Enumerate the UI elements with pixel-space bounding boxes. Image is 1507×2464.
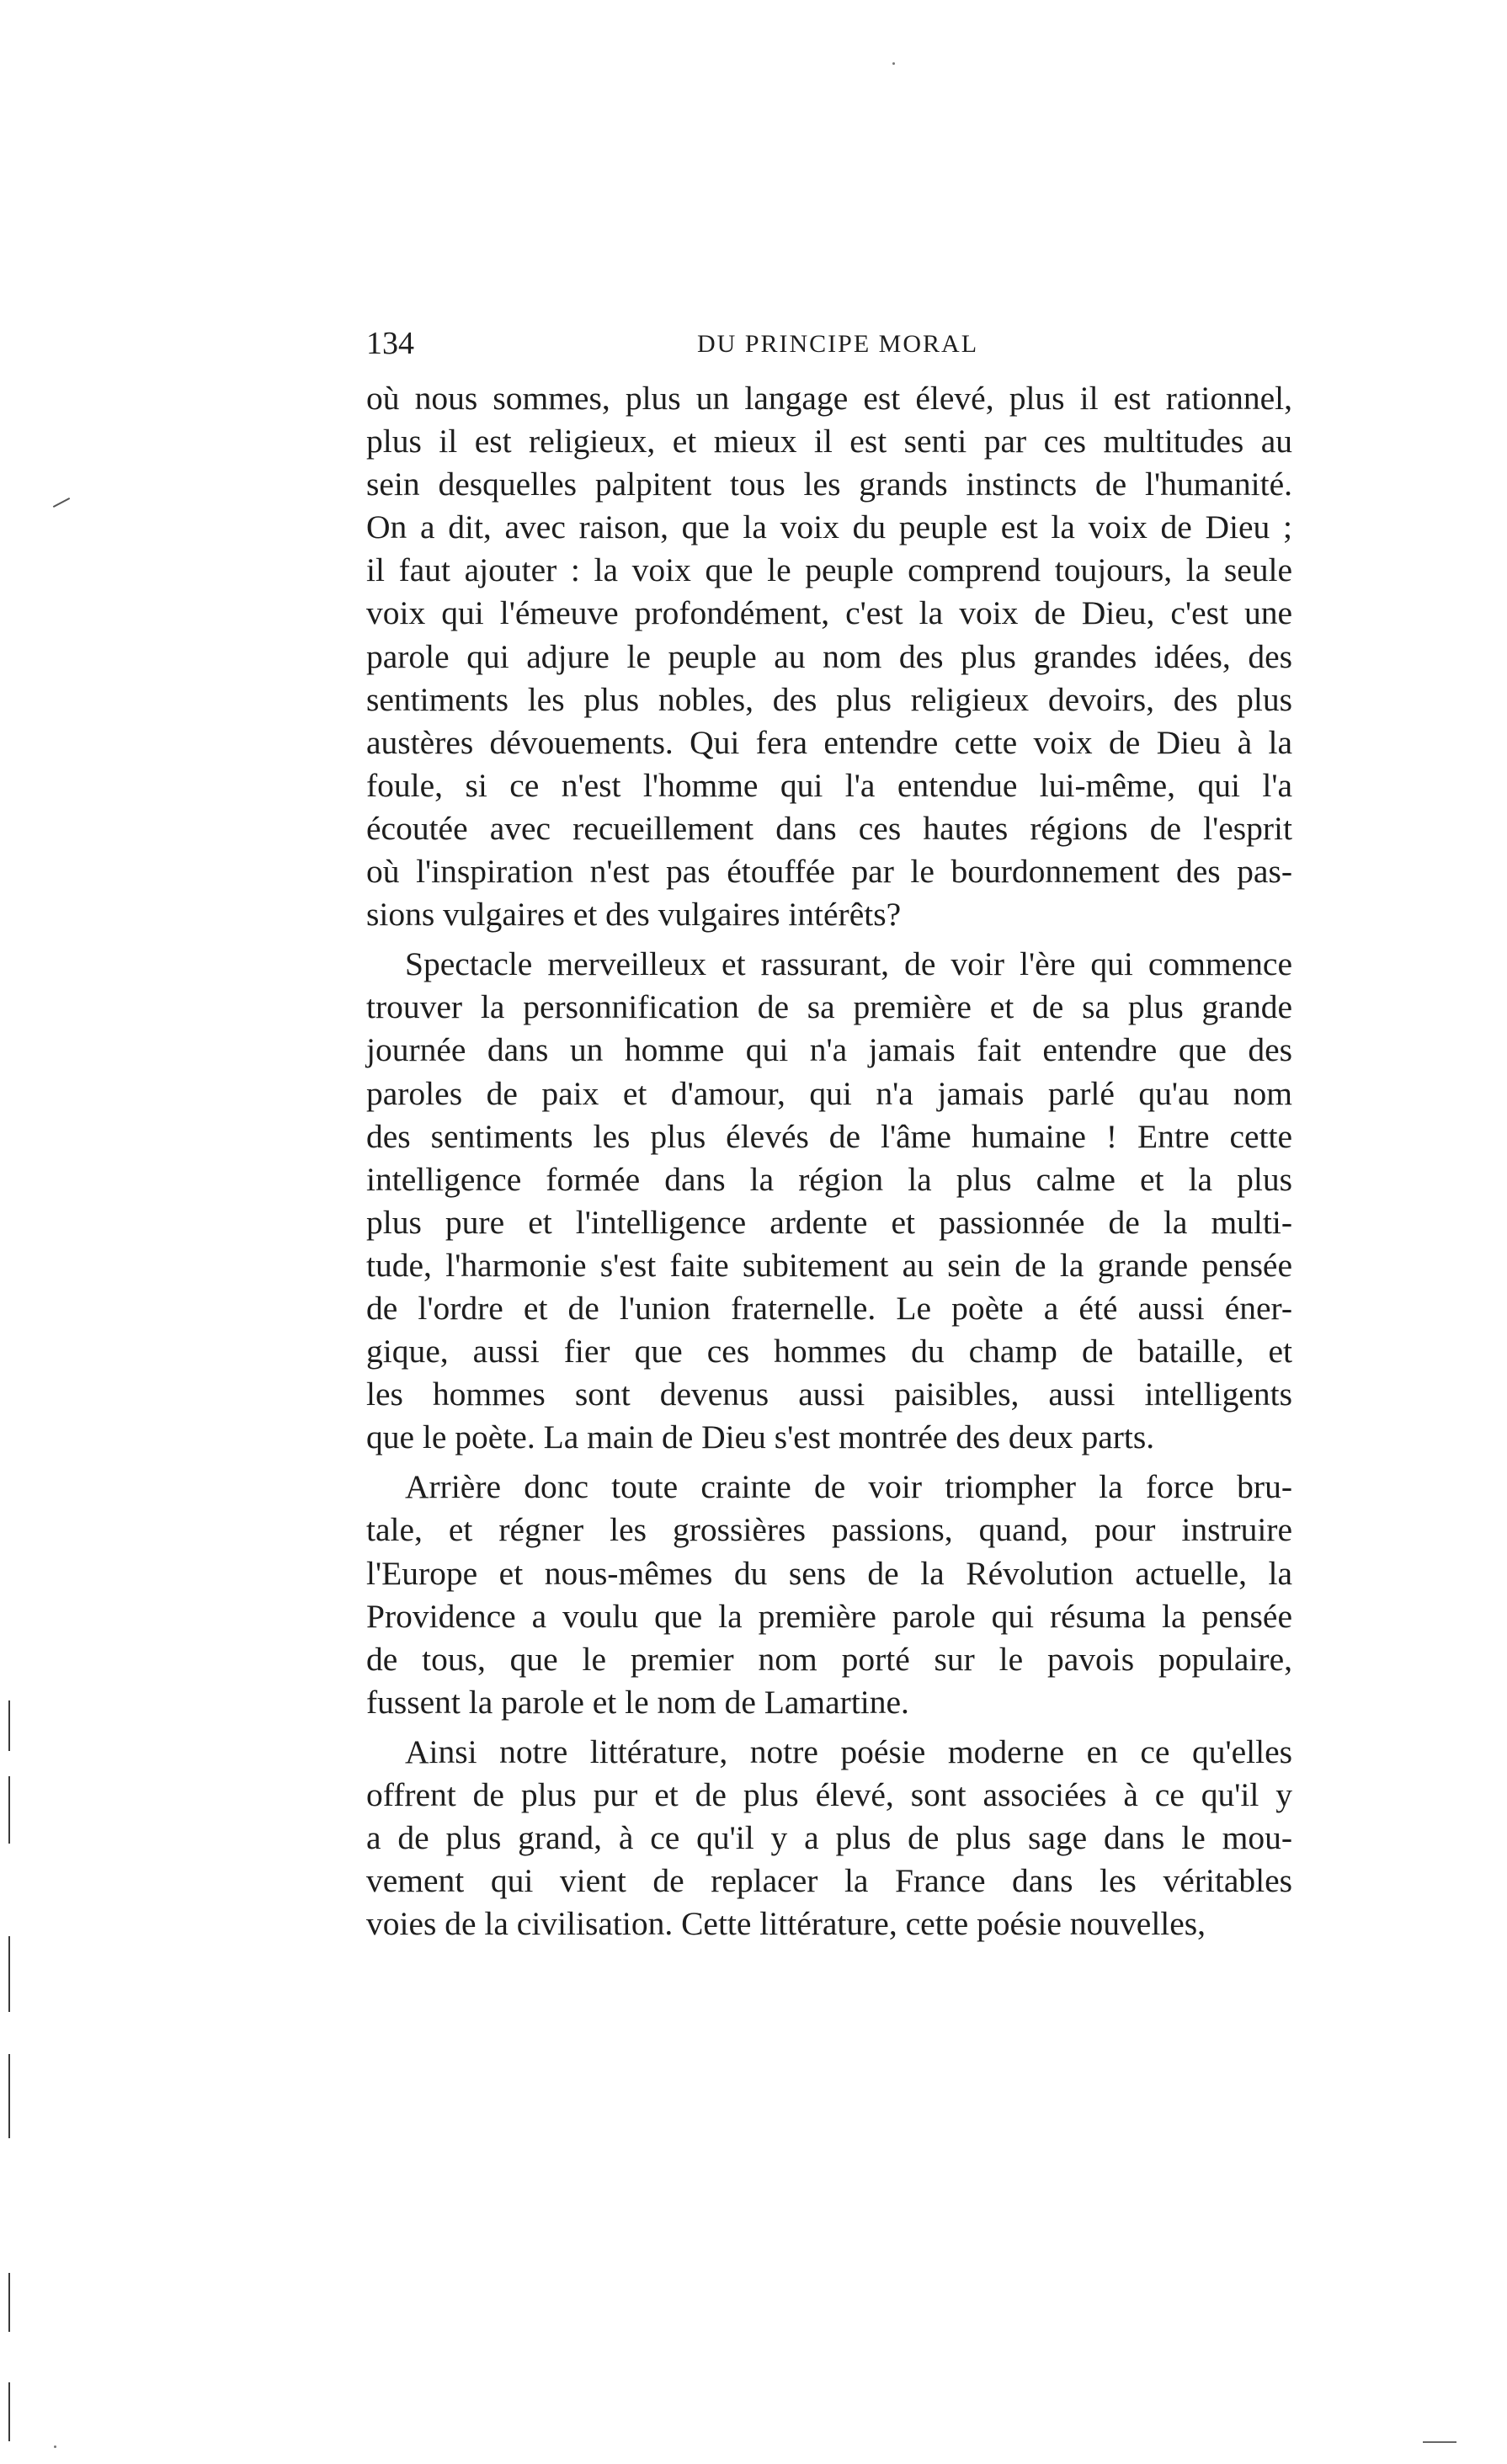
text-line: Providence a voulu que la première parole qui résuma la pensée — [366, 1597, 1292, 1635]
text-line: intelligence formée dans la région la plus calme et la plus — [366, 1160, 1292, 1198]
scan-mark — [8, 2054, 10, 2138]
text-line: sein desquelles palpitent tous les grands instincts de l'humanité. — [366, 466, 1292, 503]
text-line: de l'ordre et de l'union fraternelle. Le poète a été aussi éner- — [366, 1289, 1292, 1327]
text-line: a de plus grand, à ce qu'il y a plus de plus sage dans le mou- — [366, 1819, 1292, 1857]
paragraph-gap — [366, 936, 1292, 943]
text-line: Ainsi notre littérature, notre poésie moderne en ce qu'elles — [405, 1732, 1292, 1770]
text-line: vement qui vient de replacer la France dans les véritables — [366, 1862, 1292, 1900]
text-line: austères dévouements. Qui fera entendre cette voix de Dieu à la — [366, 723, 1292, 761]
scan-mark — [8, 2273, 10, 2332]
paragraph-gap — [366, 1459, 1292, 1466]
text-line: où l'inspiration n'est pas étouffée par le bourdonnement des pas- — [366, 853, 1292, 891]
paragraph-gap — [366, 1724, 1292, 1731]
text-line: plus pure et l'intelligence ardente et passionnée de la multi- — [366, 1203, 1292, 1241]
text-line: fussent la parole et le nom de Lamartine. — [366, 1683, 909, 1721]
text-line: foule, si ce n'est l'homme qui l'a entendue lui-même, qui l'a — [366, 766, 1292, 804]
scan-speck — [892, 62, 895, 65]
text-line: que le poète. La main de Dieu s'est montrée des deux parts. — [366, 1418, 1155, 1456]
paragraph — [366, 1466, 1292, 1724]
text-line: tude, l'harmonie s'est faite subitement au sein de la grande pensée — [366, 1246, 1292, 1284]
text-line: l'Europe et nous-mêmes du sens de la Révolution actuelle, la — [366, 1554, 1292, 1592]
scan-mark — [8, 1776, 10, 1844]
page-header — [366, 327, 1292, 360]
text-line: paroles de paix et d'amour, qui n'a jamais parlé qu'au nom — [366, 1074, 1292, 1112]
scan-speck — [54, 2445, 56, 2448]
scan-mark — [8, 2382, 10, 2441]
text-line: gique, aussi fier que ces hommes du champ de bataille, et — [366, 1333, 1292, 1370]
text-line: voies de la civilisation. Cette littérature, cette poésie nouvelles, — [366, 1905, 1206, 1943]
text-line: tale, et régner les grossières passions, quand, pour instruire — [366, 1511, 1292, 1549]
scan-mark — [1423, 2441, 1456, 2443]
text-line: de tous, que le premier nom porté sur le pavois populaire, — [366, 1640, 1292, 1678]
text-line: voix qui l'émeuve profondément, c'est la voix de Dieu, c'est une — [366, 594, 1292, 632]
scan-mark — [8, 1936, 10, 2012]
text-line: écoutée avec recueillement dans ces hautes régions de l'esprit — [366, 809, 1292, 847]
text-line: parole qui adjure le peuple au nom des plus grandes idées, des — [366, 637, 1292, 675]
text-line: plus il est religieux, et mieux il est senti par ces multitudes au — [366, 423, 1292, 460]
text-line: les hommes sont devenus aussi paisibles, aussi intelligents — [366, 1376, 1292, 1413]
body-text — [366, 377, 1292, 1945]
text-line: sentiments les plus nobles, des plus religieux devoirs, des plus — [366, 680, 1292, 718]
text-line: où nous sommes, plus un langage est élevé, plus il est rationnel, — [366, 380, 1292, 417]
scan-mark — [8, 1700, 10, 1751]
text-line: des sentiments les plus élevés de l'âme humaine ! Entre cette — [366, 1117, 1292, 1155]
text-line: On a dit, avec raison, que la voix du peuple est la voix de Dieu ; — [366, 508, 1292, 546]
text-line: sions vulgaires et des vulgaires intérêts? — [366, 896, 902, 934]
page-number: 134 — [366, 326, 414, 361]
scan-mark — [53, 498, 70, 508]
paragraph — [366, 377, 1292, 936]
text-line: Arrière donc toute crainte de voir triompher la force bru- — [405, 1468, 1292, 1506]
text-line: Spectacle merveilleux et rassurant, de voir l'ère qui commence — [405, 945, 1292, 983]
text-line: trouver la personnification de sa première et de sa plus grande — [366, 988, 1292, 1026]
text-line: offrent de plus pur et de plus élevé, sont associées à ce qu'il y — [366, 1776, 1292, 1813]
running-title: DU PRINCIPE MORAL — [696, 330, 979, 358]
paragraph — [366, 943, 1292, 1459]
paragraph — [366, 1731, 1292, 1945]
text-line: il faut ajouter : la voix que le peuple comprend toujours, la seule — [366, 551, 1292, 589]
text-line: journée dans un homme qui n'a jamais fait entendre que des — [366, 1031, 1292, 1069]
